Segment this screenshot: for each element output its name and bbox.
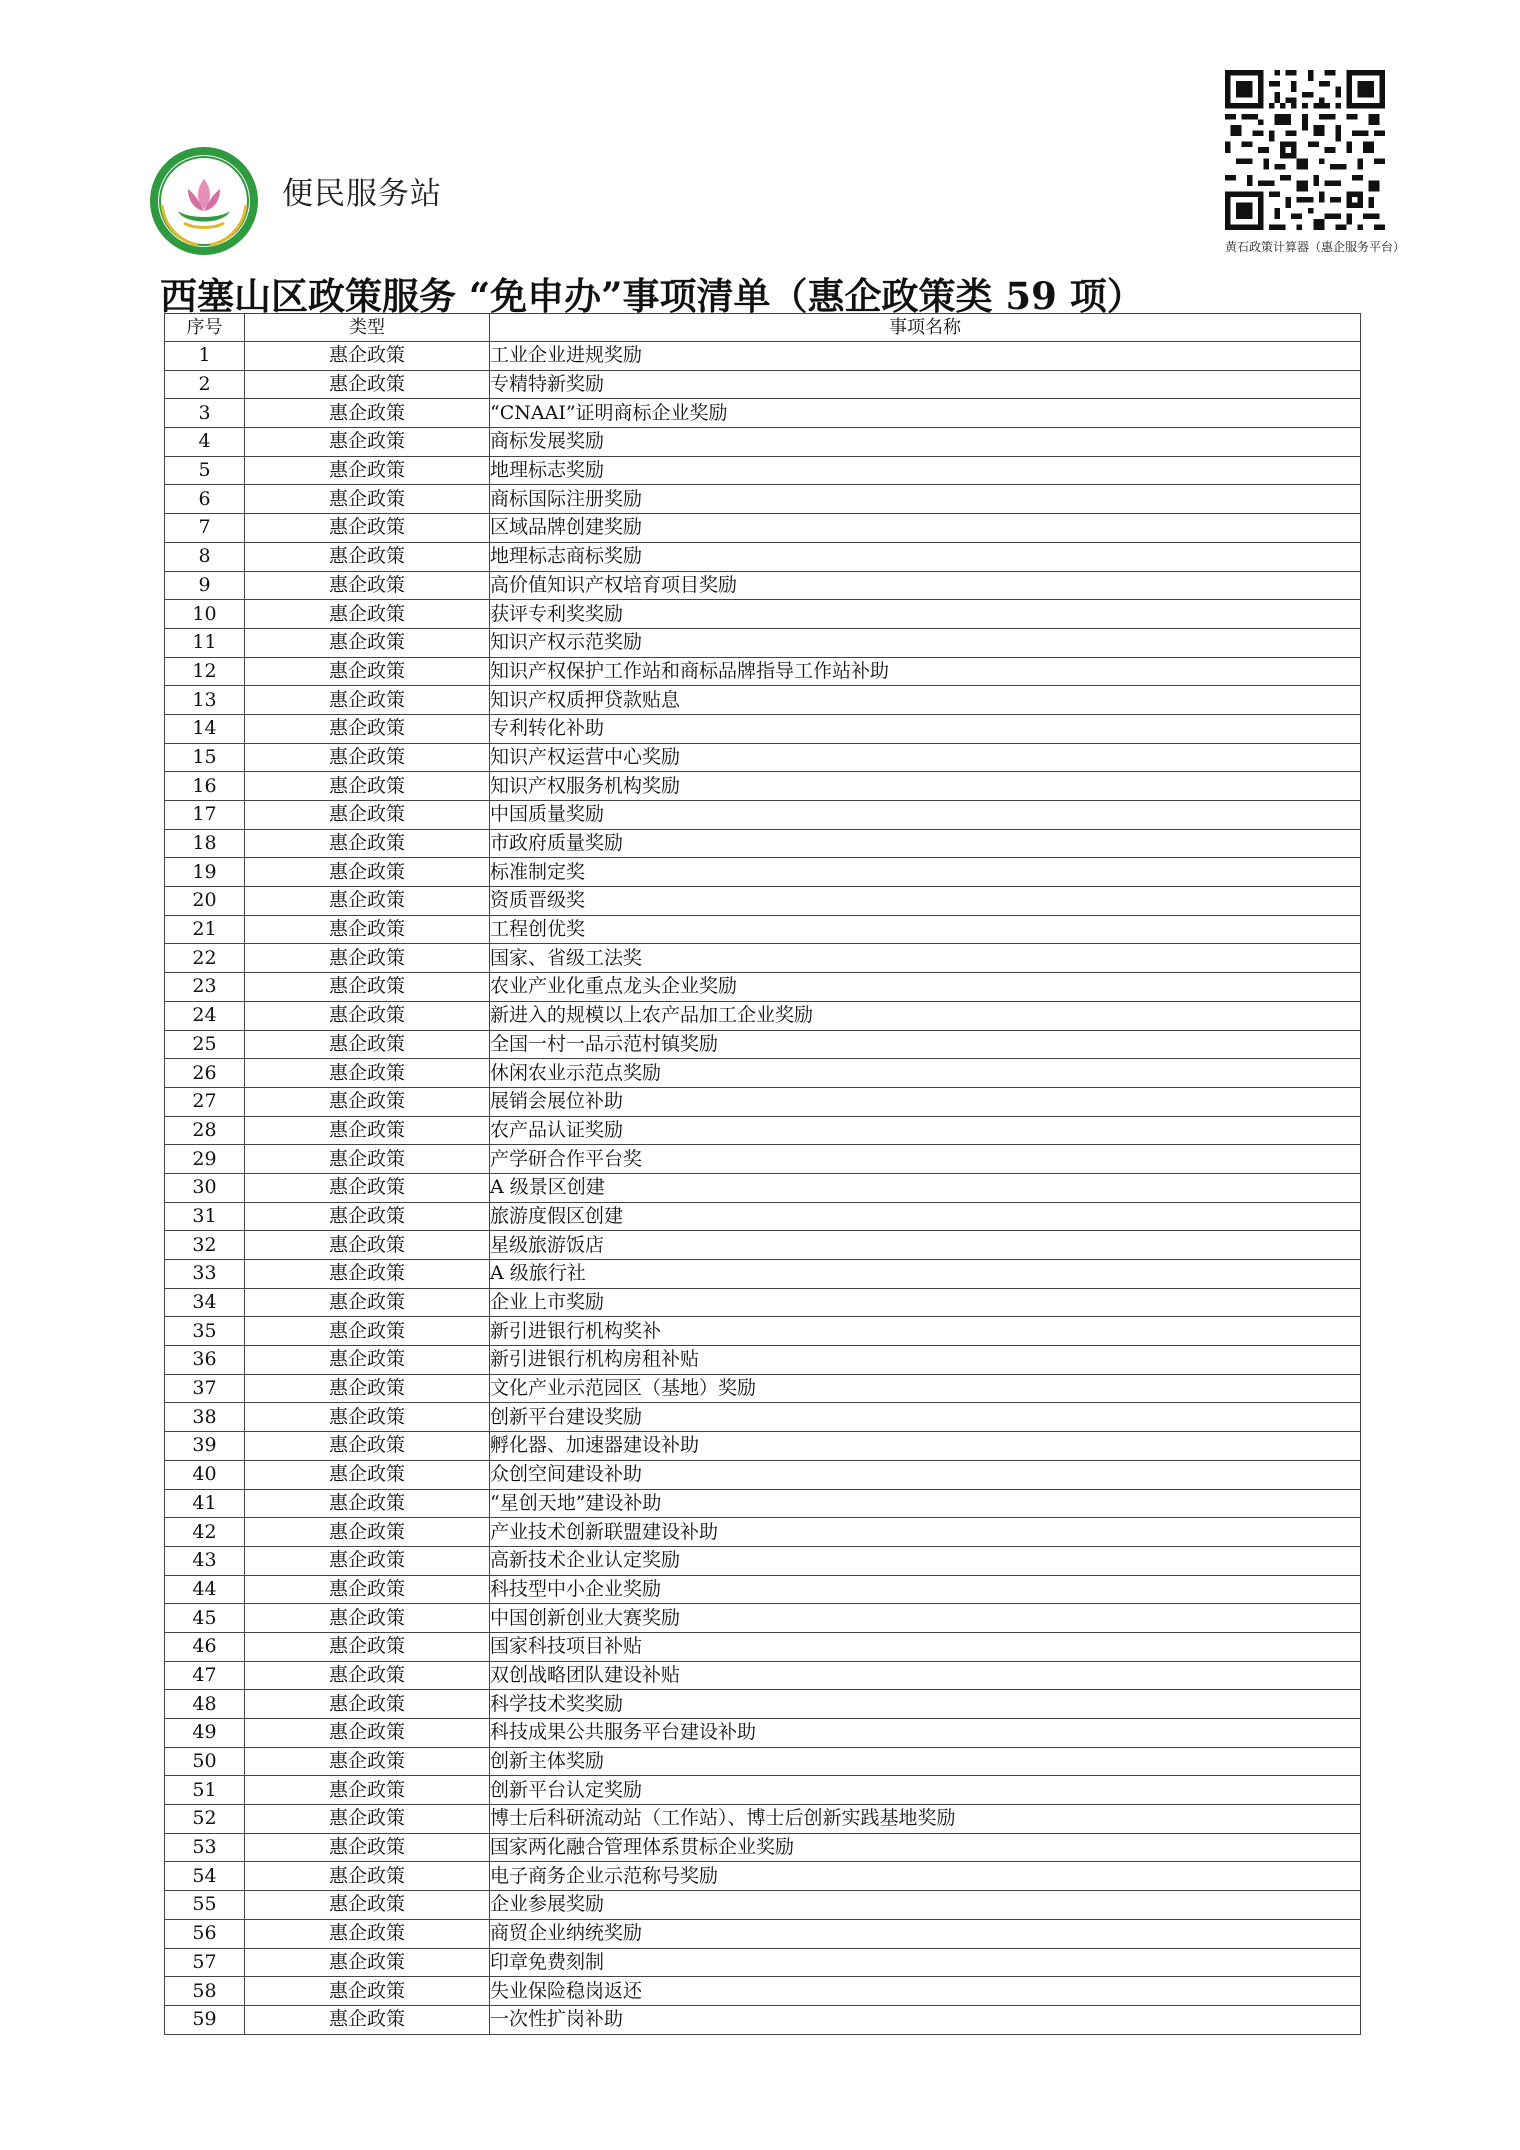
row-item-name: 休闲农业示范点奖励	[490, 1059, 1361, 1088]
row-type: 惠企政策	[245, 1489, 490, 1518]
row-item-name: 新引进银行机构房租补贴	[490, 1346, 1361, 1375]
row-seq: 16	[165, 772, 245, 801]
row-item-name: “CNAAI”证明商标企业奖励	[490, 399, 1361, 428]
row-item-name: 产学研合作平台奖	[490, 1145, 1361, 1174]
row-item-name: 国家科技项目补贴	[490, 1632, 1361, 1661]
row-type: 惠企政策	[245, 1575, 490, 1604]
row-item-name: 众创空间建设补助	[490, 1460, 1361, 1489]
table-row	[165, 2005, 1361, 2034]
table-row	[165, 1059, 1361, 1088]
row-item-name: 专利转化补助	[490, 714, 1361, 743]
row-seq: 34	[165, 1288, 245, 1317]
row-seq: 6	[165, 485, 245, 514]
row-item-name: 工业企业进规奖励	[490, 342, 1361, 371]
row-seq: 21	[165, 915, 245, 944]
row-item-name: 国家、省级工法奖	[490, 944, 1361, 973]
row-item-name: 科学技术奖奖励	[490, 1690, 1361, 1719]
table-row	[165, 1489, 1361, 1518]
table-row	[165, 1862, 1361, 1891]
row-item-name: 知识产权保护工作站和商标品牌指导工作站补助	[490, 657, 1361, 686]
row-seq: 42	[165, 1518, 245, 1547]
row-seq: 18	[165, 829, 245, 858]
table-row	[165, 714, 1361, 743]
row-seq: 11	[165, 628, 245, 657]
row-item-name: 创新平台建设奖励	[490, 1403, 1361, 1432]
table-row	[165, 456, 1361, 485]
row-type: 惠企政策	[245, 858, 490, 887]
table-row	[165, 542, 1361, 571]
header-type: 类型	[245, 314, 490, 342]
row-seq: 44	[165, 1575, 245, 1604]
table-row	[165, 428, 1361, 457]
table-row	[165, 1805, 1361, 1834]
row-item-name: 创新主体奖励	[490, 1747, 1361, 1776]
row-seq: 37	[165, 1374, 245, 1403]
table-row	[165, 1145, 1361, 1174]
table-row	[165, 370, 1361, 399]
table-header-row	[165, 314, 1361, 342]
table-row	[165, 944, 1361, 973]
row-item-name: 企业参展奖励	[490, 1891, 1361, 1920]
row-type: 惠企政策	[245, 428, 490, 457]
row-item-name: 商标国际注册奖励	[490, 485, 1361, 514]
row-type: 惠企政策	[245, 1087, 490, 1116]
table-row	[165, 514, 1361, 543]
row-type: 惠企政策	[245, 571, 490, 600]
row-type: 惠企政策	[245, 801, 490, 830]
row-type: 惠企政策	[245, 514, 490, 543]
row-seq: 56	[165, 1919, 245, 1948]
row-item-name: 市政府质量奖励	[490, 829, 1361, 858]
row-type: 惠企政策	[245, 1546, 490, 1575]
row-item-name: 一次性扩岗补助	[490, 2005, 1361, 2034]
row-seq: 19	[165, 858, 245, 887]
row-type: 惠企政策	[245, 342, 490, 371]
row-type: 惠企政策	[245, 1432, 490, 1461]
row-type: 惠企政策	[245, 1202, 490, 1231]
row-type: 惠企政策	[245, 628, 490, 657]
row-seq: 51	[165, 1776, 245, 1805]
row-seq: 31	[165, 1202, 245, 1231]
row-type: 惠企政策	[245, 714, 490, 743]
row-type: 惠企政策	[245, 1260, 490, 1289]
row-seq: 36	[165, 1346, 245, 1375]
row-item-name: 知识产权服务机构奖励	[490, 772, 1361, 801]
table-row	[165, 1719, 1361, 1748]
row-item-name: 新进入的规模以上农产品加工企业奖励	[490, 1001, 1361, 1030]
table-row	[165, 1346, 1361, 1375]
row-seq: 22	[165, 944, 245, 973]
row-type: 惠企政策	[245, 743, 490, 772]
row-type: 惠企政策	[245, 370, 490, 399]
row-type: 惠企政策	[245, 1317, 490, 1346]
row-item-name: 地理标志商标奖励	[490, 542, 1361, 571]
row-item-name: 双创战略团队建设补贴	[490, 1661, 1361, 1690]
row-type: 惠企政策	[245, 1059, 490, 1088]
row-seq: 2	[165, 370, 245, 399]
logo-text: 政务服务	[175, 158, 233, 179]
row-seq: 14	[165, 714, 245, 743]
row-item-name: 博士后科研流动站（工作站）、博士后创新实践基地奖励	[490, 1805, 1361, 1834]
table-row	[165, 1546, 1361, 1575]
table-row	[165, 1087, 1361, 1116]
row-seq: 13	[165, 686, 245, 715]
row-item-name: A 级旅行社	[490, 1260, 1361, 1289]
qr-code	[1225, 70, 1385, 230]
row-item-name: 地理标志奖励	[490, 456, 1361, 485]
row-seq: 46	[165, 1632, 245, 1661]
row-seq: 49	[165, 1719, 245, 1748]
row-item-name: 知识产权质押贷款贴息	[490, 686, 1361, 715]
header-seq: 序号	[165, 314, 245, 342]
row-type: 惠企政策	[245, 1518, 490, 1547]
row-seq: 59	[165, 2005, 245, 2034]
row-type: 惠企政策	[245, 1948, 490, 1977]
row-item-name: 国家两化融合管理体系贯标企业奖励	[490, 1833, 1361, 1862]
table-row	[165, 772, 1361, 801]
table-row	[165, 600, 1361, 629]
row-seq: 25	[165, 1030, 245, 1059]
table-row	[165, 1001, 1361, 1030]
row-item-name: 知识产权运营中心奖励	[490, 743, 1361, 772]
row-seq: 1	[165, 342, 245, 371]
row-type: 惠企政策	[245, 1403, 490, 1432]
table-row	[165, 1776, 1361, 1805]
row-type: 惠企政策	[245, 1374, 490, 1403]
row-type: 惠企政策	[245, 1173, 490, 1202]
row-seq: 24	[165, 1001, 245, 1030]
table-row	[165, 1919, 1361, 1948]
row-type: 惠企政策	[245, 600, 490, 629]
row-seq: 17	[165, 801, 245, 830]
row-type: 惠企政策	[245, 1145, 490, 1174]
row-seq: 7	[165, 514, 245, 543]
brand-name: 便民服务站	[282, 176, 442, 212]
table-row	[165, 1460, 1361, 1489]
row-seq: 55	[165, 1891, 245, 1920]
row-type: 惠企政策	[245, 1030, 490, 1059]
row-type: 惠企政策	[245, 1919, 490, 1948]
row-item-name: 印章免费刻制	[490, 1948, 1361, 1977]
row-type: 惠企政策	[245, 1661, 490, 1690]
row-seq: 48	[165, 1690, 245, 1719]
table-row	[165, 1288, 1361, 1317]
table-row	[165, 743, 1361, 772]
row-type: 惠企政策	[245, 1460, 490, 1489]
row-item-name: 资质晋级奖	[490, 887, 1361, 916]
row-type: 惠企政策	[245, 2005, 490, 2034]
row-seq: 4	[165, 428, 245, 457]
row-type: 惠企政策	[245, 1977, 490, 2006]
row-seq: 33	[165, 1260, 245, 1289]
table-row	[165, 657, 1361, 686]
service-station-logo	[148, 145, 260, 257]
table-row	[165, 1604, 1361, 1633]
row-item-name: 旅游度假区创建	[490, 1202, 1361, 1231]
row-type: 惠企政策	[245, 1719, 490, 1748]
row-type: 惠企政策	[245, 1891, 490, 1920]
row-item-name: 新引进银行机构奖补	[490, 1317, 1361, 1346]
policy-list-table	[164, 313, 1361, 2035]
row-seq: 41	[165, 1489, 245, 1518]
row-seq: 38	[165, 1403, 245, 1432]
row-item-name: “星创天地”建设补助	[490, 1489, 1361, 1518]
row-type: 惠企政策	[245, 1776, 490, 1805]
table-row	[165, 858, 1361, 887]
table-row	[165, 829, 1361, 858]
row-seq: 58	[165, 1977, 245, 2006]
table-row	[165, 1575, 1361, 1604]
table-row	[165, 1260, 1361, 1289]
row-item-name: 获评专利奖奖励	[490, 600, 1361, 629]
row-item-name: 失业保险稳岗返还	[490, 1977, 1361, 2006]
row-item-name: 企业上市奖励	[490, 1288, 1361, 1317]
row-item-name: 文化产业示范园区（基地）奖励	[490, 1374, 1361, 1403]
row-item-name: 高新技术企业认定奖励	[490, 1546, 1361, 1575]
row-type: 惠企政策	[245, 1231, 490, 1260]
row-item-name: A 级景区创建	[490, 1173, 1361, 1202]
table-row	[165, 628, 1361, 657]
table-row	[165, 1173, 1361, 1202]
row-type: 惠企政策	[245, 485, 490, 514]
table-row	[165, 1317, 1361, 1346]
row-seq: 52	[165, 1805, 245, 1834]
row-type: 惠企政策	[245, 1747, 490, 1776]
row-seq: 40	[165, 1460, 245, 1489]
table-row	[165, 1231, 1361, 1260]
row-seq: 29	[165, 1145, 245, 1174]
table-row	[165, 1403, 1361, 1432]
row-type: 惠企政策	[245, 1288, 490, 1317]
row-item-name: 商标发展奖励	[490, 428, 1361, 457]
table-row	[165, 1030, 1361, 1059]
row-item-name: 产业技术创新联盟建设补助	[490, 1518, 1361, 1547]
row-type: 惠企政策	[245, 686, 490, 715]
row-item-name: 展销会展位补助	[490, 1087, 1361, 1116]
row-item-name: 农业产业化重点龙头企业奖励	[490, 973, 1361, 1002]
table-row	[165, 801, 1361, 830]
row-seq: 23	[165, 973, 245, 1002]
row-item-name: 专精特新奖励	[490, 370, 1361, 399]
row-type: 惠企政策	[245, 1805, 490, 1834]
row-type: 惠企政策	[245, 1833, 490, 1862]
table-row	[165, 342, 1361, 371]
row-type: 惠企政策	[245, 944, 490, 973]
table-row	[165, 887, 1361, 916]
row-item-name: 高价值知识产权培育项目奖励	[490, 571, 1361, 600]
row-seq: 5	[165, 456, 245, 485]
row-item-name: 商贸企业纳统奖励	[490, 1919, 1361, 1948]
table-row	[165, 973, 1361, 1002]
row-type: 惠企政策	[245, 829, 490, 858]
row-seq: 8	[165, 542, 245, 571]
table-row	[165, 686, 1361, 715]
row-item-name: 星级旅游饭店	[490, 1231, 1361, 1260]
row-seq: 27	[165, 1087, 245, 1116]
row-type: 惠企政策	[245, 772, 490, 801]
row-item-name: 孵化器、加速器建设补助	[490, 1432, 1361, 1461]
table-row	[165, 571, 1361, 600]
row-type: 惠企政策	[245, 1346, 490, 1375]
row-item-name: 科技成果公共服务平台建设补助	[490, 1719, 1361, 1748]
table-row	[165, 1432, 1361, 1461]
row-type: 惠企政策	[245, 456, 490, 485]
row-type: 惠企政策	[245, 915, 490, 944]
row-type: 惠企政策	[245, 1116, 490, 1145]
row-item-name: 知识产权示范奖励	[490, 628, 1361, 657]
table-row	[165, 1833, 1361, 1862]
row-seq: 45	[165, 1604, 245, 1633]
table-row	[165, 1977, 1361, 2006]
row-seq: 50	[165, 1747, 245, 1776]
row-item-name: 工程创优奖	[490, 915, 1361, 944]
row-seq: 28	[165, 1116, 245, 1145]
row-seq: 20	[165, 887, 245, 916]
row-type: 惠企政策	[245, 887, 490, 916]
row-seq: 57	[165, 1948, 245, 1977]
row-seq: 39	[165, 1432, 245, 1461]
table-row	[165, 1202, 1361, 1231]
row-item-name: 区域品牌创建奖励	[490, 514, 1361, 543]
document-title: 西塞山区政策服务 “免申办”事项清单（惠企政策类 59 项）	[160, 274, 1144, 318]
table-row	[165, 1891, 1361, 1920]
row-type: 惠企政策	[245, 1862, 490, 1891]
row-type: 惠企政策	[245, 1604, 490, 1633]
row-type: 惠企政策	[245, 973, 490, 1002]
table-row	[165, 1632, 1361, 1661]
row-seq: 47	[165, 1661, 245, 1690]
qr-caption: 黄石政策计算器（惠企服务平台）	[1224, 240, 1405, 254]
row-type: 惠企政策	[245, 1001, 490, 1030]
row-seq: 30	[165, 1173, 245, 1202]
row-seq: 10	[165, 600, 245, 629]
row-seq: 35	[165, 1317, 245, 1346]
table-row	[165, 1374, 1361, 1403]
row-seq: 54	[165, 1862, 245, 1891]
row-type: 惠企政策	[245, 542, 490, 571]
row-type: 惠企政策	[245, 657, 490, 686]
row-seq: 15	[165, 743, 245, 772]
row-item-name: 科技型中小企业奖励	[490, 1575, 1361, 1604]
row-item-name: 全国一村一品示范村镇奖励	[490, 1030, 1361, 1059]
row-seq: 43	[165, 1546, 245, 1575]
row-seq: 26	[165, 1059, 245, 1088]
header-item-name: 事项名称	[490, 314, 1361, 342]
row-item-name: 中国创新创业大赛奖励	[490, 1604, 1361, 1633]
row-seq: 3	[165, 399, 245, 428]
row-seq: 9	[165, 571, 245, 600]
table-row	[165, 1948, 1361, 1977]
row-seq: 12	[165, 657, 245, 686]
table-row	[165, 1661, 1361, 1690]
table-row	[165, 1116, 1361, 1145]
table-row	[165, 1690, 1361, 1719]
table-row	[165, 399, 1361, 428]
row-type: 惠企政策	[245, 1690, 490, 1719]
row-item-name: 中国质量奖励	[490, 801, 1361, 830]
table-row	[165, 1518, 1361, 1547]
table-row	[165, 915, 1361, 944]
row-type: 惠企政策	[245, 399, 490, 428]
row-seq: 32	[165, 1231, 245, 1260]
table-row	[165, 485, 1361, 514]
row-item-name: 农产品认证奖励	[490, 1116, 1361, 1145]
row-type: 惠企政策	[245, 1632, 490, 1661]
row-seq: 53	[165, 1833, 245, 1862]
table-row	[165, 1747, 1361, 1776]
row-item-name: 标准制定奖	[490, 858, 1361, 887]
row-item-name: 创新平台认定奖励	[490, 1776, 1361, 1805]
row-item-name: 电子商务企业示范称号奖励	[490, 1862, 1361, 1891]
